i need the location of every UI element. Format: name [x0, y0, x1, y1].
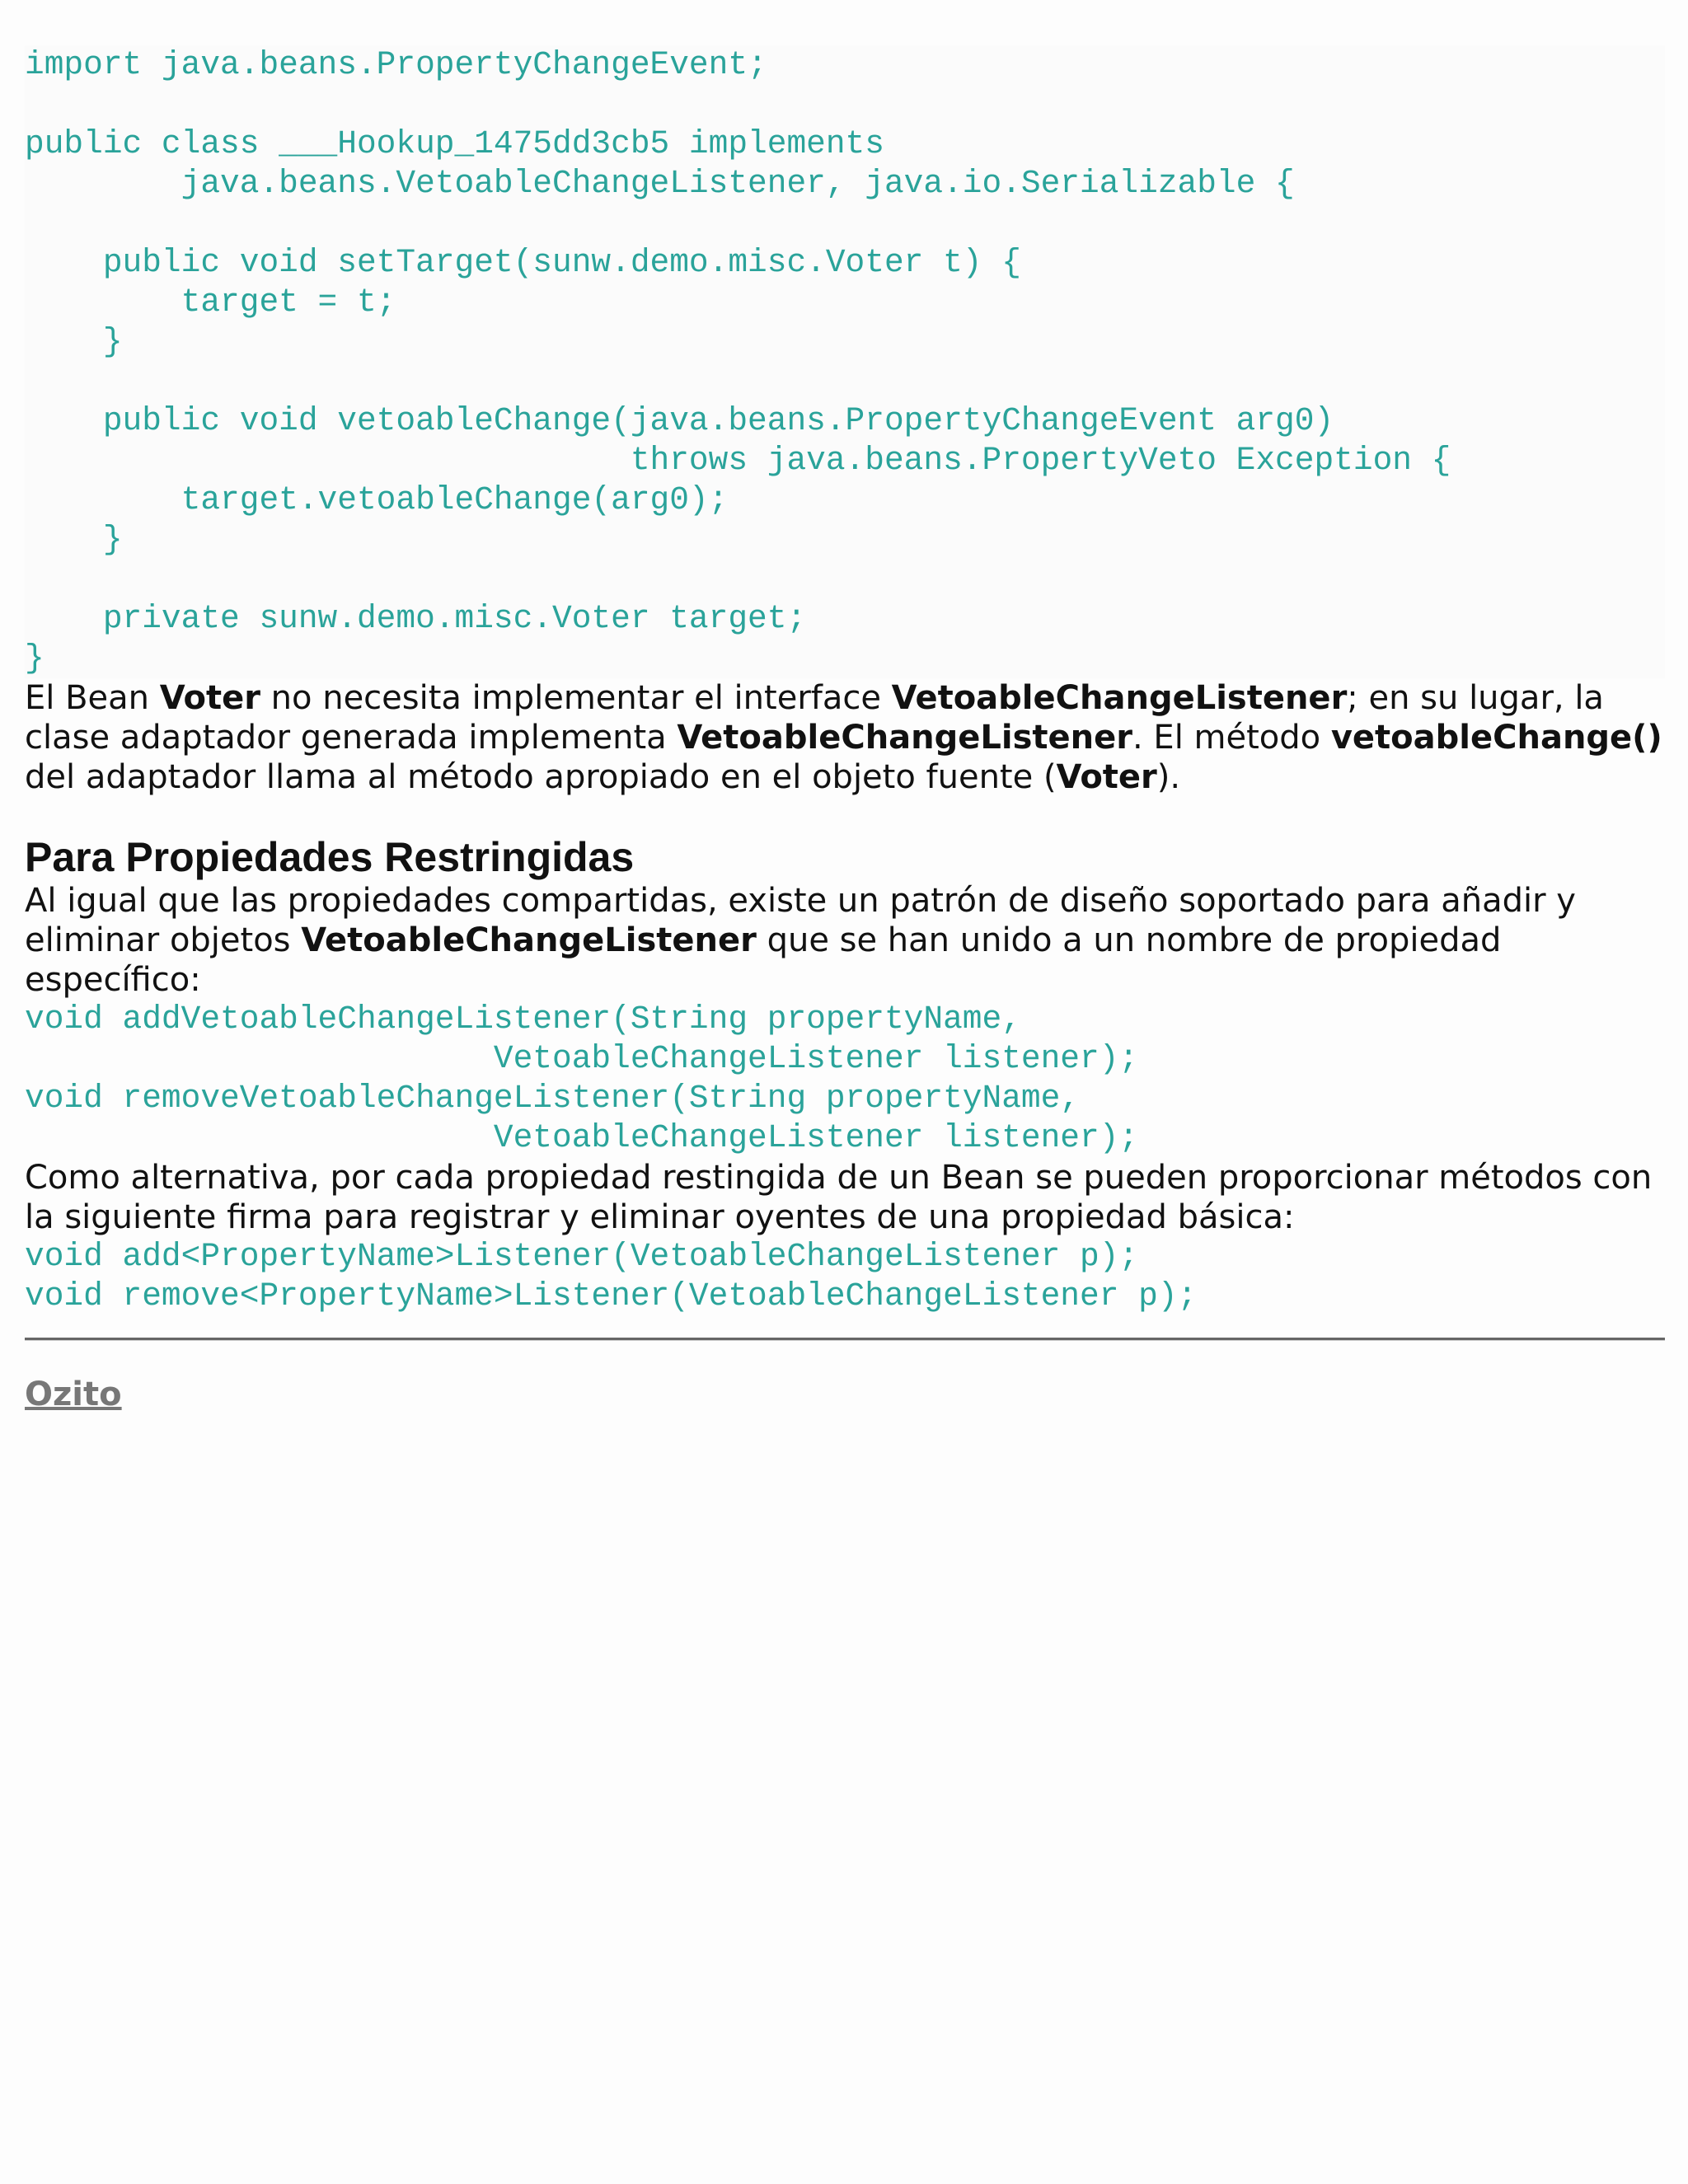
text-fragment: El Bean: [25, 679, 160, 717]
bold-term-vetoable-listener: VetoableChangeListener: [891, 679, 1348, 717]
document-page: [25, 45, 1665, 1413]
paragraph-design-pattern: [25, 881, 1665, 1000]
paragraph-voter-adapter: [25, 678, 1665, 797]
bold-term-vetoable-listener: VetoableChangeListener: [677, 719, 1132, 757]
text-fragment: ).: [1156, 758, 1181, 796]
bold-term-voter: Voter: [159, 679, 260, 717]
bold-term-vetoable-change-method: vetoableChange(): [1330, 719, 1662, 757]
section-title: Para Propiedades Restringidas: [25, 834, 635, 880]
ozito-link[interactable]: Ozito: [25, 1376, 122, 1413]
bold-term-voter: Voter: [1056, 758, 1157, 796]
text-fragment: que se han unido a un nombre de propiedad específico:: [25, 921, 1502, 999]
text-fragment: no necesita implementar el interface: [260, 679, 892, 717]
text-fragment: del adaptador llama al método apropiado en el objeto fuente (: [25, 758, 1057, 796]
text-fragment: ; en su lugar, la clase adaptador generada implementa: [25, 679, 1604, 757]
text-fragment: Al igual que las propiedades compartidas, existe un patrón de diseño soportado para añadir y eliminar objetos: [25, 882, 1576, 959]
code-block-add-remove-listener: void addVetoableChangeListener(String propertyName, VetoableChangeListener listener); void removeVetoableChangeListener(String propertyName, VetoableChangeListener listener);: [25, 1001, 1139, 1156]
code-block-property-listener: void add<PropertyName>Listener(VetoableChangeListener p); void remove<PropertyName>Listener(VetoableChangeListener p);: [25, 1238, 1198, 1315]
bold-term-vetoable-listener: VetoableChangeListener: [301, 921, 757, 959]
horizontal-rule: [25, 1338, 1665, 1341]
text-fragment: . El método: [1132, 719, 1331, 757]
code-block-hookup-class: import java.beans.PropertyChangeEvent; public class ___Hookup_1475dd3cb5 implements java.beans.VetoableChangeListener, java.io.Serializable { public void setTarget(sunw.demo.misc.Voter t) { target = t; } public void vetoableChange(java.beans.PropertyChangeEvent arg0) throws java.beans.PropertyVeto Exception { target.vetoableChange(arg0); } private sunw.demo.misc.Voter target; }: [25, 45, 1665, 678]
paragraph-alternative: Como alternativa, por cada propiedad restingida de un Bean se pueden proporcionar métodos con la siguiente firma para registrar y eliminar oyentes de una propiedad básica:: [25, 1159, 1653, 1236]
